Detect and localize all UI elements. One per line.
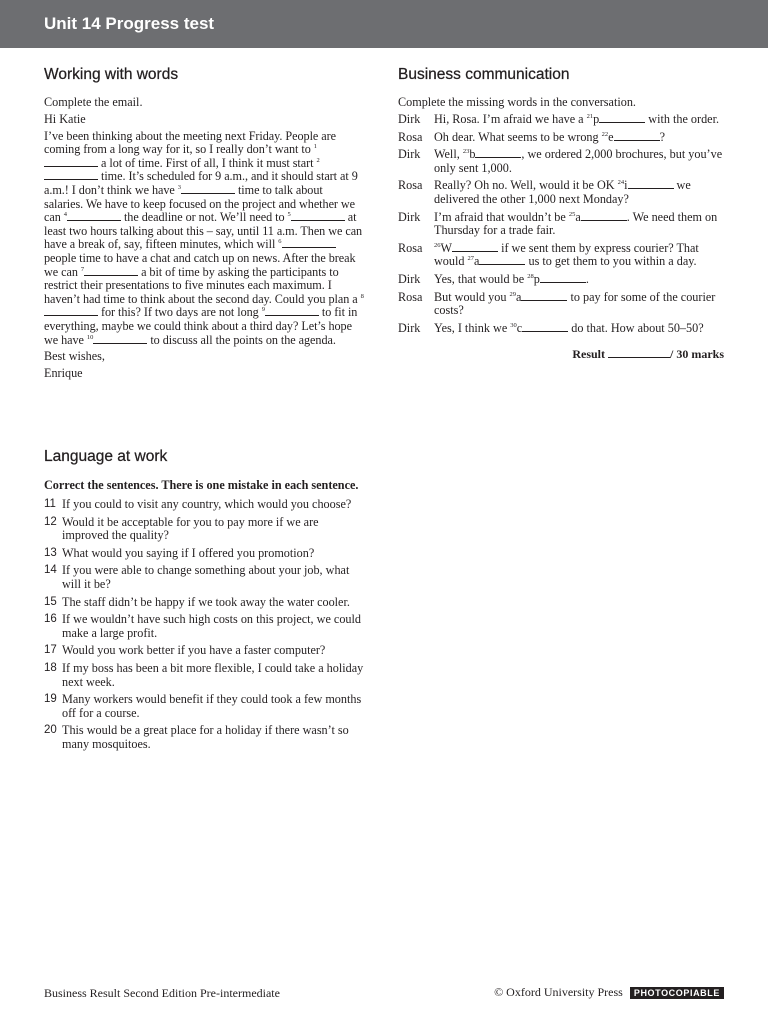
sentence-item xyxy=(44,644,364,658)
speech-text xyxy=(434,291,724,318)
email-greeting: Hi Katie xyxy=(44,112,86,126)
sentence-item xyxy=(44,564,364,591)
sentence-number: 20 xyxy=(44,724,57,737)
speech-fragment: ? xyxy=(659,129,665,144)
gap-number: 22 xyxy=(601,130,609,138)
speaker-name: Rosa xyxy=(398,178,423,193)
speaker-name: Rosa xyxy=(398,240,423,255)
speech-text xyxy=(434,322,724,336)
photocopiable-badge: PHOTOCOPIABLE xyxy=(630,987,724,999)
gap-initial-letter: a xyxy=(474,254,480,269)
gap-number: 1 xyxy=(313,143,317,151)
email-signoff: Best wishes, xyxy=(44,349,105,364)
speech-text xyxy=(434,179,724,206)
conversation-line xyxy=(398,322,724,336)
gap-number: 6 xyxy=(278,238,282,246)
section-title-words: Working with words xyxy=(44,66,179,83)
gap-number: 28 xyxy=(527,272,534,280)
gap-blank-9[interactable] xyxy=(265,306,319,316)
gap-number: 3 xyxy=(177,183,181,191)
email-text: a bit of time by asking the participants to restrict their presentations to five minutes each maximum. I haven’t had time to think about the second day. Could you plan a xyxy=(44,264,361,306)
footer-publisher xyxy=(494,985,724,1000)
speech-fragment: to pay for some of the courier costs? xyxy=(434,289,716,318)
sentence-item xyxy=(44,516,364,543)
speech-fragment: Yes, I think we xyxy=(434,320,511,335)
sentence-item xyxy=(44,613,364,640)
gap-number: 8 xyxy=(360,292,364,300)
sentence-text: Would you work better if you have a faster computer? xyxy=(62,643,326,658)
sentence-item xyxy=(44,547,364,561)
sentence-text: The staff didn’t be happy if we took away the water cooler. xyxy=(62,594,350,609)
sentence-number: 13 xyxy=(44,546,57,559)
email-text: a lot of time. First of all, I think it must start xyxy=(98,155,317,170)
gap-number: 24 xyxy=(617,179,625,187)
gap-initial-letter: c xyxy=(516,320,523,335)
speaker-name: Dirk xyxy=(398,112,421,126)
gap-number: 25 xyxy=(568,210,576,218)
gap-blank-29[interactable] xyxy=(521,291,567,301)
speaker-name: Rosa xyxy=(398,289,423,304)
business-instruction: Complete the missing words in the conversation. xyxy=(398,95,636,109)
sentence-text: Many workers would benefit if they could took a few months off for a course. xyxy=(62,692,362,720)
gap-number: 10 xyxy=(86,333,94,341)
email-text: time. It’s scheduled for 9 a.m., and it should start at 9 a.m.! I don’t think we have xyxy=(44,169,358,197)
speech-fragment: if we sent them by express courier? That would xyxy=(434,240,699,269)
gap-initial-letter: a xyxy=(516,289,522,304)
gap-blank-6[interactable] xyxy=(282,238,336,248)
speech-fragment: us to get them to you within a day. xyxy=(525,254,697,269)
gap-blank-3[interactable] xyxy=(181,184,235,194)
conversation-line xyxy=(398,291,724,318)
conversation-line xyxy=(398,113,724,127)
sentence-text: If my boss has been a bit more flexible, I could take a holiday next week. xyxy=(62,660,364,689)
sentence-text: If we wouldn’t have such high costs on this project, we could make a large profit. xyxy=(62,612,361,640)
page-title: Unit 14 Progress test xyxy=(44,14,215,33)
result-line xyxy=(398,347,724,362)
speech-text xyxy=(434,211,724,238)
gap-number: 30 xyxy=(510,321,517,329)
speech-fragment: we delivered the other 1,000 next Monday? xyxy=(434,178,691,206)
sentence-text: This would be a great place for a holiday if there wasn’t so many mosquitoes. xyxy=(62,723,349,751)
language-instruction: Correct the sentences. There is one mistake in each sentence. xyxy=(44,478,359,492)
gap-blank-5[interactable] xyxy=(291,211,345,221)
speech-fragment: Oh dear. What seems to be wrong xyxy=(434,129,602,144)
email-text: for this? If two days are not long xyxy=(98,305,262,320)
email-text: the deadline or not. We’ll need to xyxy=(120,210,288,225)
speech-fragment: . We need them on Thursday for a trade fair. xyxy=(434,209,718,238)
speech-fragment: Really? Oh no. Well, would it be OK xyxy=(434,178,618,193)
speech-text xyxy=(434,242,724,269)
sentence-number: 14 xyxy=(44,564,57,577)
sentence-item xyxy=(44,662,364,689)
result-blank[interactable] xyxy=(608,348,670,358)
speech-text xyxy=(434,131,724,145)
conversation-line xyxy=(398,131,724,145)
gap-initial-letter: i xyxy=(624,178,628,193)
gap-blank-25[interactable] xyxy=(581,211,627,221)
sentence-item xyxy=(44,498,364,512)
sentence-text: If you could to visit any country, which would you choose? xyxy=(62,497,352,511)
email-text: time to talk about salaries. We have to keep focused on the project and whether we can xyxy=(44,182,356,225)
email-text: to discuss all the points on the agenda. xyxy=(147,332,336,347)
speech-fragment: . xyxy=(585,271,589,286)
sentence-text: Would it be acceptable for you to pay more if we are improved the quality? xyxy=(62,514,319,543)
gap-blank-8[interactable] xyxy=(44,306,98,316)
sentence-text: What would you saying if I offered you promotion? xyxy=(62,545,315,560)
gap-number: 29 xyxy=(509,290,516,298)
sentence-list xyxy=(44,498,364,752)
speaker-name: Dirk xyxy=(398,147,421,162)
gap-blank-1[interactable] xyxy=(44,157,98,167)
working-with-words-section xyxy=(44,66,364,383)
sentence-item xyxy=(44,596,364,610)
email-text: to fit in everything, maybe we could think about a third day? Let’s hope we have xyxy=(44,305,358,347)
conversation-line xyxy=(398,273,724,287)
footer-book-title: Business Result Second Edition Pre-intermediate xyxy=(44,986,280,1000)
sentence-number: 11 xyxy=(44,498,56,510)
gap-number: 23 xyxy=(462,148,470,156)
speech-fragment: Well, xyxy=(434,147,463,162)
gap-initial-letter: b xyxy=(469,147,476,162)
speaker-name: Dirk xyxy=(398,320,421,335)
speech-fragment: Hi, Rosa. I’m afraid we have a xyxy=(434,112,587,126)
speech-fragment: , we ordered 2,000 brochures, but you’ve only sent 1,000. xyxy=(434,147,723,175)
sentence-number: 19 xyxy=(44,693,57,706)
speech-fragment: with the order. xyxy=(645,112,720,126)
gap-blank-26[interactable] xyxy=(452,242,498,252)
result-marks: / 30 marks xyxy=(670,347,724,362)
header-bar xyxy=(0,0,768,48)
gap-initial-letter: p xyxy=(593,112,600,126)
speaker-name: Dirk xyxy=(398,209,421,224)
gap-number: 5 xyxy=(287,211,291,219)
sentence-number: 15 xyxy=(44,595,57,608)
conversation-line xyxy=(398,179,724,206)
speech-fragment: I’m afraid that wouldn’t be xyxy=(434,209,569,224)
gap-blank-10[interactable] xyxy=(93,334,147,344)
email-body xyxy=(44,130,364,348)
gap-number: 4 xyxy=(63,211,67,219)
speech-text xyxy=(434,273,724,287)
gap-number: 9 xyxy=(261,306,265,314)
gap-blank-28[interactable] xyxy=(540,273,586,283)
gap-blank-7[interactable] xyxy=(84,266,138,276)
gap-number: 2 xyxy=(316,156,320,164)
business-communication-section xyxy=(398,66,724,362)
gap-blank-4[interactable] xyxy=(67,211,121,221)
gap-number: 27 xyxy=(467,255,475,263)
conversation-line xyxy=(398,211,724,238)
gap-initial-letter: e xyxy=(608,129,614,144)
speech-fragment: do that. How about 50–50? xyxy=(568,320,704,335)
gap-blank-27[interactable] xyxy=(479,255,525,265)
speaker-name: Dirk xyxy=(398,271,421,286)
sentence-item xyxy=(44,724,364,751)
gap-initial-letter: a xyxy=(575,209,581,224)
conversation-line xyxy=(398,242,724,269)
gap-number: 21 xyxy=(586,113,594,120)
sentence-number: 16 xyxy=(44,613,57,626)
speech-fragment: Yes, that would be xyxy=(434,271,528,286)
sentence-number: 18 xyxy=(44,661,57,674)
gap-initial-letter: p xyxy=(533,271,540,286)
speech-text xyxy=(434,148,724,175)
gap-initial-letter: W xyxy=(440,240,453,255)
speech-fragment: But would you xyxy=(434,289,510,304)
gap-number: 26 xyxy=(434,241,441,249)
words-instruction: Complete the email. xyxy=(44,95,143,109)
gap-blank-21[interactable] xyxy=(599,113,645,123)
section-title-business: Business communication xyxy=(398,66,570,83)
email-text: at least two hours talking about this – say, until 11 a.m. Then we can have a break of, say, fifteen minutes, which will xyxy=(44,210,363,252)
sentence-item xyxy=(44,693,364,720)
sentence-text: If you were able to change something about your job, what will it be? xyxy=(62,563,350,591)
speech-text xyxy=(434,113,724,127)
email-signature: Enrique xyxy=(44,365,83,380)
gap-blank-30[interactable] xyxy=(522,322,568,332)
gap-blank-24[interactable] xyxy=(628,179,674,189)
gap-number: 7 xyxy=(80,265,85,273)
language-at-work-section xyxy=(44,478,364,756)
gap-blank-22[interactable] xyxy=(614,131,660,141)
footer-copyright: © Oxford University Press xyxy=(494,985,623,999)
gap-blank-2[interactable] xyxy=(44,170,98,180)
section-title-language: Language at work xyxy=(44,448,168,465)
sentence-number: 12 xyxy=(44,515,57,528)
sentence-number: 17 xyxy=(44,644,57,657)
result-label: Result xyxy=(572,347,605,362)
email-text: people time to have a chat and catch up on news. After the break we can xyxy=(44,250,356,279)
conversation xyxy=(398,113,724,335)
conversation-line xyxy=(398,148,724,175)
email-text: I’ve been thinking about the meeting next Friday. People are coming from a long way for it, so I really don’t want to xyxy=(44,128,337,157)
speaker-name: Rosa xyxy=(398,129,423,144)
gap-blank-23[interactable] xyxy=(475,148,521,158)
